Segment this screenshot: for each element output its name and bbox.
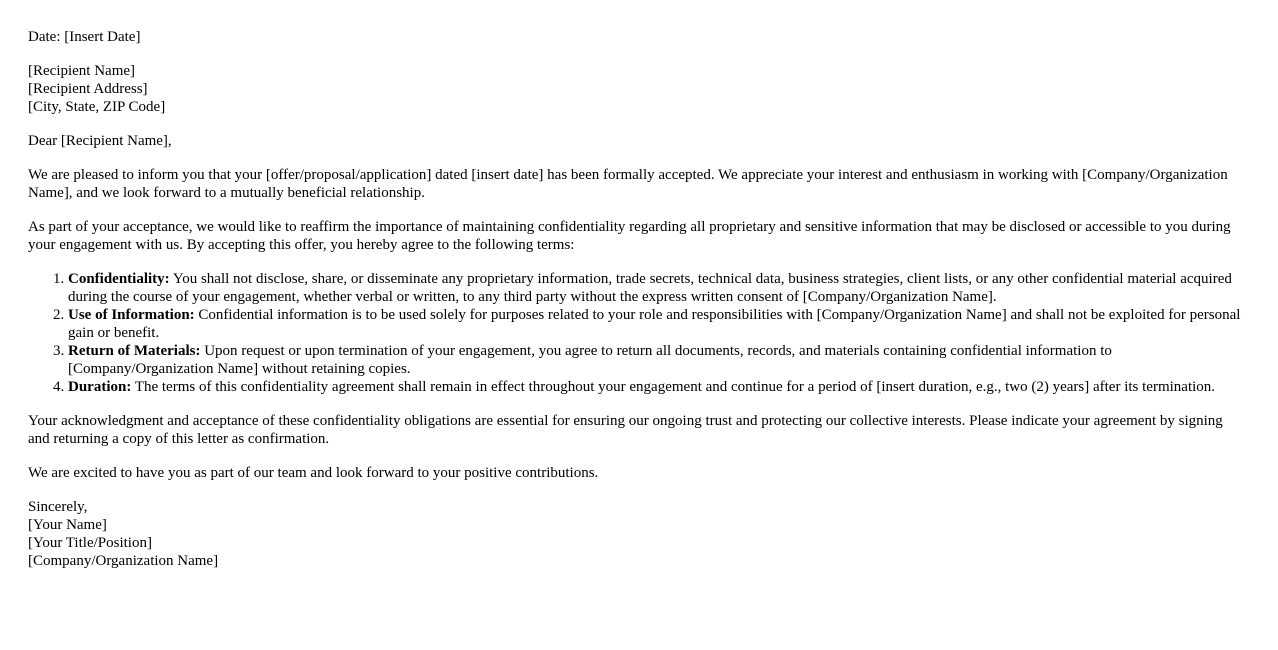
recipient-address: [Recipient Address] (28, 81, 148, 97)
sender-name: [Your Name] (28, 517, 107, 533)
signature-block (28, 498, 1243, 570)
sender-title: [Your Title/Position] (28, 535, 152, 551)
term-title: Duration: (68, 379, 132, 395)
body-paragraph-confidentiality-intro: As part of your acceptance, we would like to reaffirm the importance of maintaining confidentiality regarding all proprietary and sensitive information that may be disclosed or accessible to you during your engagement with us. By accepting this offer, you hereby agree to the following terms: (28, 219, 1231, 253)
letter-document (28, 28, 1243, 586)
term-text: You shall not disclose, share, or disseminate any proprietary information, trade secrets, technical data, business strategies, client lists, or any other confidential material acquired during the course of your engagement, whether verbal or written, to any third party without the express written consent of [Company/Organization Name]. (68, 271, 1232, 305)
term-text: Upon request or upon termination of your engagement, you agree to return all documents, records, and materials containing confidential information to [Company/Organization Name] without retaining copies. (68, 343, 1112, 377)
term-title: Confidentiality: (68, 271, 170, 287)
term-title: Use of Information: (68, 307, 195, 323)
term-text: Confidential information is to be used solely for purposes related to your role and responsibilities with [Company/Organization Name] and shall not be exploited for personal gain or benefit. (68, 307, 1241, 341)
letter-date: Date: [Insert Date] (28, 29, 141, 45)
term-item-use-of-information (68, 306, 1243, 342)
recipient-city-state-zip: [City, State, ZIP Code] (28, 99, 166, 115)
sender-company: [Company/Organization Name] (28, 553, 219, 569)
term-item-return-of-materials (68, 342, 1243, 378)
body-paragraph-acceptance: We are pleased to inform you that your [offer/proposal/application] dated [insert date] has been formally accepted. We appreciate your interest and enthusiasm in working with [Company/Organization Name], and we look forward to a mutually beneficial relationship. (28, 167, 1228, 201)
term-title: Return of Materials: (68, 343, 201, 359)
term-item-confidentiality (68, 270, 1243, 306)
recipient-block (28, 62, 1243, 116)
terms-list (28, 270, 1243, 396)
term-text: The terms of this confidentiality agreement shall remain in effect throughout your engagement and continue for a period of [insert duration, e.g., two (2) years] after its termination. (131, 379, 1216, 395)
body-paragraph-acknowledgment: Your acknowledgment and acceptance of these confidentiality obligations are essential for ensuring our ongoing trust and protecting our collective interests. Please indicate your agreement by signing and returning a copy of this letter as confirmation. (28, 413, 1223, 447)
sign-off: Sincerely, (28, 499, 88, 515)
term-item-duration (68, 378, 1243, 396)
salutation: Dear [Recipient Name], (28, 133, 172, 149)
body-paragraph-closing-remark: We are excited to have you as part of our team and look forward to your positive contributions. (28, 465, 599, 481)
recipient-name: [Recipient Name] (28, 63, 136, 79)
